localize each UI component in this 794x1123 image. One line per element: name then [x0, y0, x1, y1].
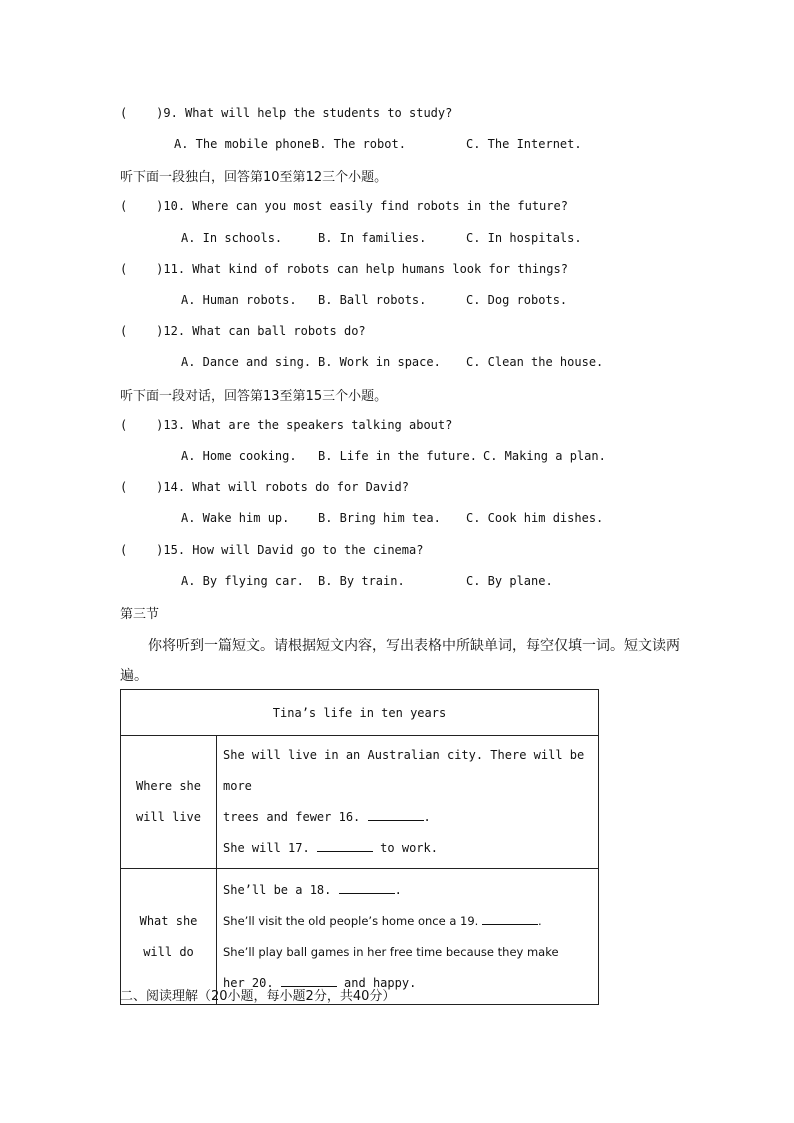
content-text: .	[538, 913, 542, 928]
question-number: 15	[163, 543, 178, 557]
table-title: Tina’s life in ten years	[121, 690, 599, 736]
answer-paren: ( )	[120, 262, 164, 276]
option-b: B. Life in the future.	[318, 449, 477, 463]
answer-paren: ( )	[120, 543, 164, 557]
question-number: 11	[163, 262, 178, 276]
option-c: C. The Internet.	[466, 137, 582, 151]
label-line: What she	[139, 913, 198, 928]
content-text: and happy.	[344, 975, 417, 990]
question-14: ( )14. What will robots do for David?	[120, 480, 410, 494]
option-a: A. The mobile phone.	[174, 137, 319, 151]
section-instruction: 你将听到一篇短文。请根据短文内容，写出表格中所缺单词，每空仅填一词。短文读两	[148, 638, 680, 654]
content-text: She’ll visit the old people’s home once a 19.	[223, 913, 479, 928]
question-text: How will David go to the cinema?	[192, 543, 424, 557]
section-instruction-cont: 遍。	[120, 668, 148, 684]
question-text: What will help the students to study?	[185, 106, 453, 120]
question-10: ( )10. Where can you most easily find robots in the future?	[120, 199, 568, 213]
option-c: C. Clean the house.	[466, 355, 604, 369]
option-b: B. Ball robots.	[318, 293, 427, 307]
option-a: A. Human robots.	[181, 293, 297, 307]
blank-17[interactable]	[317, 839, 373, 852]
content-text: She will 17.	[223, 841, 310, 855]
option-b: B. By train.	[318, 574, 405, 588]
option-a: A. In schools.	[181, 231, 283, 245]
option-c: C. In hospitals.	[466, 231, 582, 245]
question-number: 13	[163, 418, 178, 432]
question-text: What kind of robots can help humans look for things?	[192, 262, 568, 276]
question-text: What can ball robots do?	[192, 324, 366, 338]
option-c: C. By plane.	[466, 574, 553, 588]
question-text: What are the speakers talking about?	[192, 418, 453, 432]
option-b: B. Bring him tea.	[318, 511, 441, 525]
content-text: .	[394, 882, 402, 897]
option-b: B. Work in space.	[318, 355, 441, 369]
content-text: her 20.	[223, 975, 274, 990]
question-number: 14	[163, 480, 178, 494]
question-number: 12	[163, 324, 178, 338]
part-two-heading: 二、阅读理解（20小题，每小题2分，共40分）	[120, 989, 396, 1004]
content-line	[223, 802, 592, 833]
answer-paren: ( )	[120, 199, 164, 213]
option-a: A. By flying car.	[181, 574, 304, 588]
content-text: trees and fewer 16.	[223, 810, 361, 824]
question-12: ( )12. What can ball robots do?	[120, 324, 366, 338]
answer-paren: ( )	[120, 418, 164, 432]
content-line: She’ll play ball games in her free time because they make	[223, 944, 559, 959]
instruction-dialog: 听下面一段对话，回答第13至第15三个小题。	[120, 389, 388, 404]
question-number: 10	[163, 199, 178, 213]
content-text: to work.	[380, 841, 438, 855]
content-line: She will live in an Australian city. There will be more	[223, 748, 585, 793]
question-number: 9	[163, 106, 171, 120]
question-text: Where can you most easily find robots in the future?	[192, 199, 568, 213]
label-line: will do	[143, 944, 194, 959]
row-content-where	[217, 736, 599, 869]
question-13: ( )13. What are the speakers talking about?	[120, 418, 453, 432]
option-a: A. Home cooking.	[181, 449, 297, 463]
blank-16[interactable]	[368, 808, 424, 821]
option-a: A. Dance and sing.	[181, 355, 312, 369]
answer-paren: ( )	[120, 480, 164, 494]
section-heading: 第三节	[120, 607, 160, 622]
blank-18[interactable]	[339, 881, 395, 894]
option-b: B. The robot.	[312, 137, 406, 151]
answer-paren: ( )	[120, 324, 164, 338]
option-c: C. Making a plan.	[483, 449, 606, 463]
content-line	[223, 875, 592, 906]
option-a: A. Wake him up.	[181, 511, 290, 525]
label-line: will live	[135, 810, 202, 824]
row-label-where	[121, 736, 217, 869]
question-text: What will robots do for David?	[192, 480, 410, 494]
option-b: B. In families.	[318, 231, 427, 245]
blank-19[interactable]	[482, 912, 538, 925]
content-text: .	[423, 810, 431, 824]
instruction-monologue: 听下面一段独白，回答第10至第12三个小题。	[120, 170, 388, 185]
option-c: C. Dog robots.	[466, 293, 568, 307]
fill-in-table	[120, 689, 599, 1005]
label-line: Where she	[135, 779, 202, 793]
question-11: ( )11. What kind of robots can help humans look for things?	[120, 262, 568, 276]
option-c: C. Cook him dishes.	[466, 511, 604, 525]
content-text: She’ll be a 18.	[223, 882, 332, 897]
question-15: ( )15. How will David go to the cinema?	[120, 543, 424, 557]
answer-paren: ( )	[120, 106, 164, 120]
question-9: ( )9. What will help the students to study?	[120, 106, 453, 120]
content-line	[223, 906, 592, 937]
content-line	[223, 833, 592, 864]
